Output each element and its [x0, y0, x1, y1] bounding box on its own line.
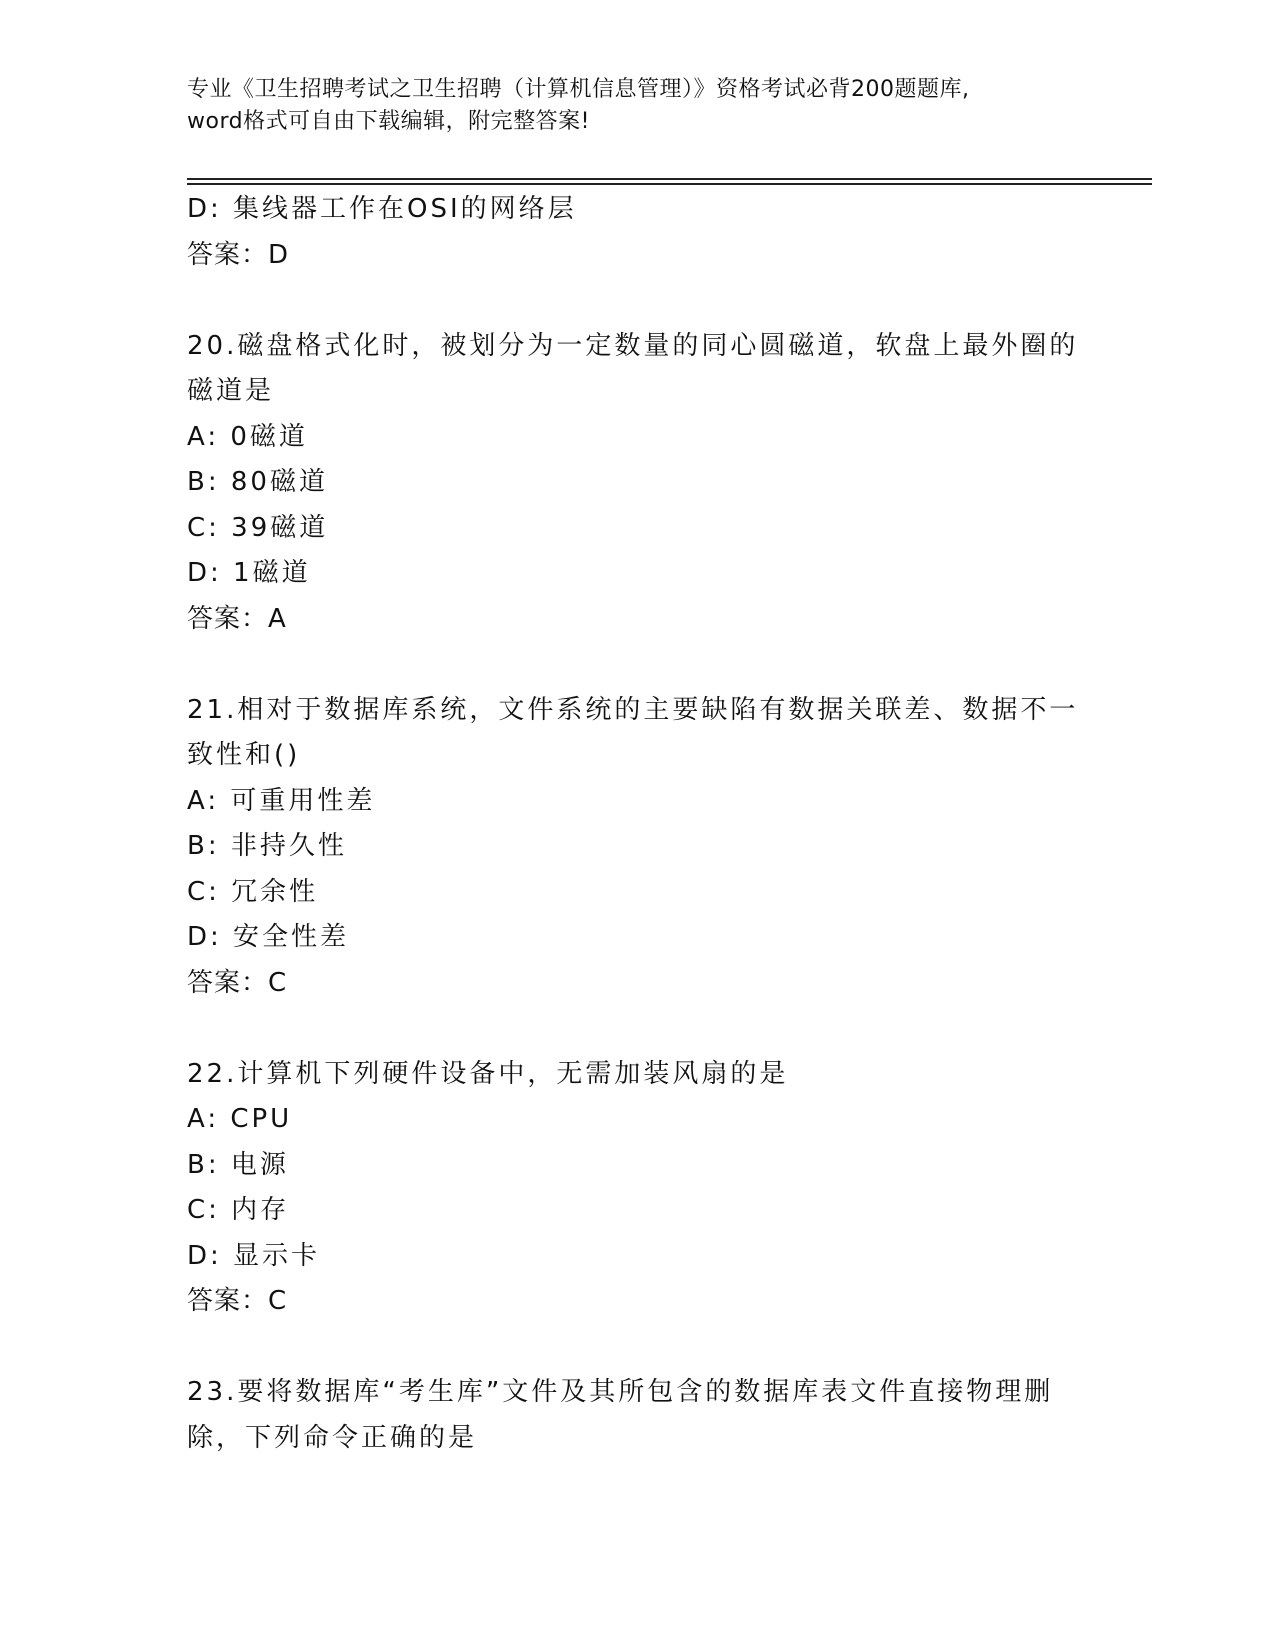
- q20-stem-line-2: 磁道是: [187, 376, 275, 406]
- q22-option-a: A: CPU: [187, 1104, 293, 1134]
- header-line-1: 专业《卫生招聘考试之卫生招聘（计算机信息管理）》资格考试必背200题题库,: [187, 77, 970, 102]
- q21-option-d: D: 安全性差: [187, 922, 350, 952]
- header-divider-top: [187, 178, 1152, 180]
- q20-option-d: D: 1磁道: [187, 558, 311, 588]
- spacer: [187, 1325, 1087, 1371]
- q21-stem-line-1: 21.相对于数据库系统，文件系统的主要缺陷有数据关联差、数据不一: [187, 694, 1079, 725]
- q22-answer: 答案：C: [187, 1286, 288, 1316]
- prev-question-answer: 答案：D: [187, 239, 290, 270]
- q22-option-b: B: 电源: [187, 1149, 289, 1180]
- q21-option-a: A: 可重用性差: [187, 785, 376, 816]
- q20-option-c: C: 39磁道: [187, 512, 329, 543]
- q22-option-c: C: 内存: [187, 1195, 290, 1225]
- q20-answer: 答案：A: [187, 603, 287, 634]
- spacer: [187, 278, 1087, 324]
- q21-stem-line-2: 致性和(): [187, 740, 301, 770]
- header-line-2: word格式可自由下载编辑，附完整答案!: [187, 109, 590, 134]
- q20-option-a: A: 0磁道: [187, 421, 308, 452]
- spacer: [187, 1006, 1087, 1052]
- document-header: [187, 74, 1087, 138]
- q20-option-b: B: 80磁道: [187, 467, 328, 497]
- question-list: [187, 187, 1087, 1461]
- q21-option-b: B: 非持久性: [187, 831, 347, 861]
- q22-stem-line-1: 22.计算机下列硬件设备中，无需加装风扇的是: [187, 1058, 789, 1089]
- header-divider-bottom: [187, 183, 1152, 185]
- q23-stem-line-2: 除，下列命令正确的是: [187, 1422, 478, 1453]
- q23-stem-line-1: 23.要将数据库“考生库”文件及其所包含的数据库表文件直接物理删: [187, 1377, 1054, 1407]
- q21-option-c: C: 冗余性: [187, 876, 319, 907]
- prev-question-option-d: D: 集线器工作在OSI的网络层: [187, 194, 577, 224]
- q21-answer: 答案：C: [187, 967, 288, 998]
- q22-option-d: D: 显示卡: [187, 1240, 321, 1271]
- spacer: [187, 642, 1087, 688]
- q20-stem-line-1: 20.磁盘格式化时，被划分为一定数量的同心圆磁道，软盘上最外圈的: [187, 330, 1079, 361]
